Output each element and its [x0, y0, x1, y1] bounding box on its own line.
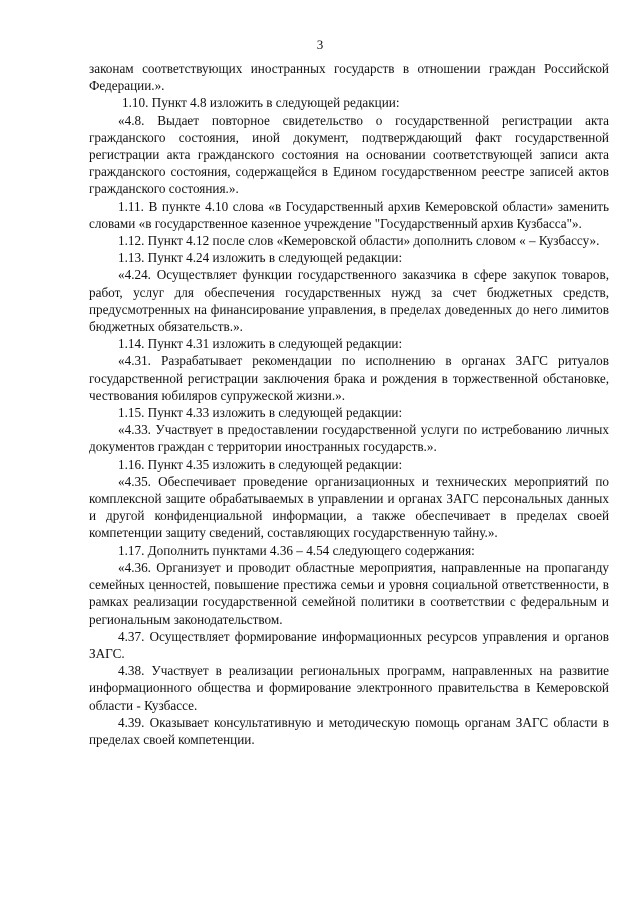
- paragraph-item-1-14: 1.14. Пункт 4.31 изложить в следующей редакции:: [118, 336, 403, 352]
- paragraph-quote-4-35: «4.35. Обеспечивает проведение организационных и технических мероприятий по комплексной защите обрабатываемых в управлении и органах ЗАГС персональных данных и другой конфиденциальной информации, а также обеспечивает в пределах своей компетенции защиту сведений, составляющих государственную тайну.».: [89, 473, 609, 541]
- paragraph-4-38: 4.38. Участвует в реализации региональных программ, направленных на развитие информационного общества и формирование электронного правительства в Кемеровской области - Кузбассе.: [89, 663, 609, 713]
- paragraph-item-1-10: 1.10. Пункт 4.8 изложить в следующей редакции:: [122, 95, 400, 111]
- paragraph-quote-4-31: «4.31. Разрабатывает рекомендации по исполнению в органах ЗАГС ритуалов государственной регистрации заключения брака и рождения в торжественной обстановке, чествования юбиляров супружеской жизни.».: [89, 353, 609, 403]
- paragraph-item-1-13: 1.13. Пункт 4.24 изложить в следующей редакции:: [118, 250, 403, 266]
- page-number: 3: [316, 37, 324, 52]
- paragraph-quote-4-33: «4.33. Участвует в предоставлении государственной услуги по истребованию личных документов граждан с территории иностранных государств.».: [89, 422, 609, 455]
- paragraph-quote-4-8: «4.8. Выдает повторное свидетельство о государственной регистрации акта гражданского состояния, иной документ, подтверждающий факт государственной регистрации акта гражданского состояния на основании соответствующей записи акта гражданского состояния, содержащейся в Едином государственном реестре записей актов гражданского состояния.».: [89, 112, 609, 197]
- paragraph-continuation: законам соответствующих иностранных государств в отношении граждан Российской Федерации.».: [89, 61, 609, 94]
- document-body: [89, 60, 609, 748]
- paragraph-item-1-11: 1.11. В пункте 4.10 слова «в Государственный архив Кемеровской области» заменить словами «в государственное казенное учреждение "Государственный архив Кузбасса"».: [89, 198, 609, 231]
- paragraph-item-1-12: 1.12. Пункт 4.12 после слов «Кемеровской области» дополнить словом « – Кузбассу».: [118, 233, 600, 249]
- paragraph-item-1-16: 1.16. Пункт 4.35 изложить в следующей редакции:: [118, 456, 403, 472]
- paragraph-4-37: 4.37. Осуществляет формирование информационных ресурсов управления и органов ЗАГС.: [89, 628, 609, 661]
- paragraph-4-39: 4.39. Оказывает консультативную и методическую помощь органам ЗАГС области в пределах своей компетенции.: [89, 714, 609, 747]
- paragraph-quote-4-36: «4.36. Организует и проводит областные мероприятия, направленные на пропаганду семейных ценностей, повышение престижа семьи и уровня социальной ответственности, в рамках реализации государственной семейной политики в соответствии с федеральным и региональным законодательством.: [89, 559, 609, 627]
- paragraph-item-1-15: 1.15. Пункт 4.33 изложить в следующей редакции:: [118, 405, 403, 421]
- paragraph-item-1-17: 1.17. Дополнить пунктами 4.36 – 4.54 следующего содержания:: [118, 542, 475, 558]
- paragraph-quote-4-24: «4.24. Осуществляет функции государственного заказчика в сфере закупок товаров, работ, услуг для обеспечения государственных нужд за счет бюджетных средств, предусмотренных на финансирование управления, в пределах доведенных до него лимитов бюджетных обязательств.».: [89, 267, 609, 335]
